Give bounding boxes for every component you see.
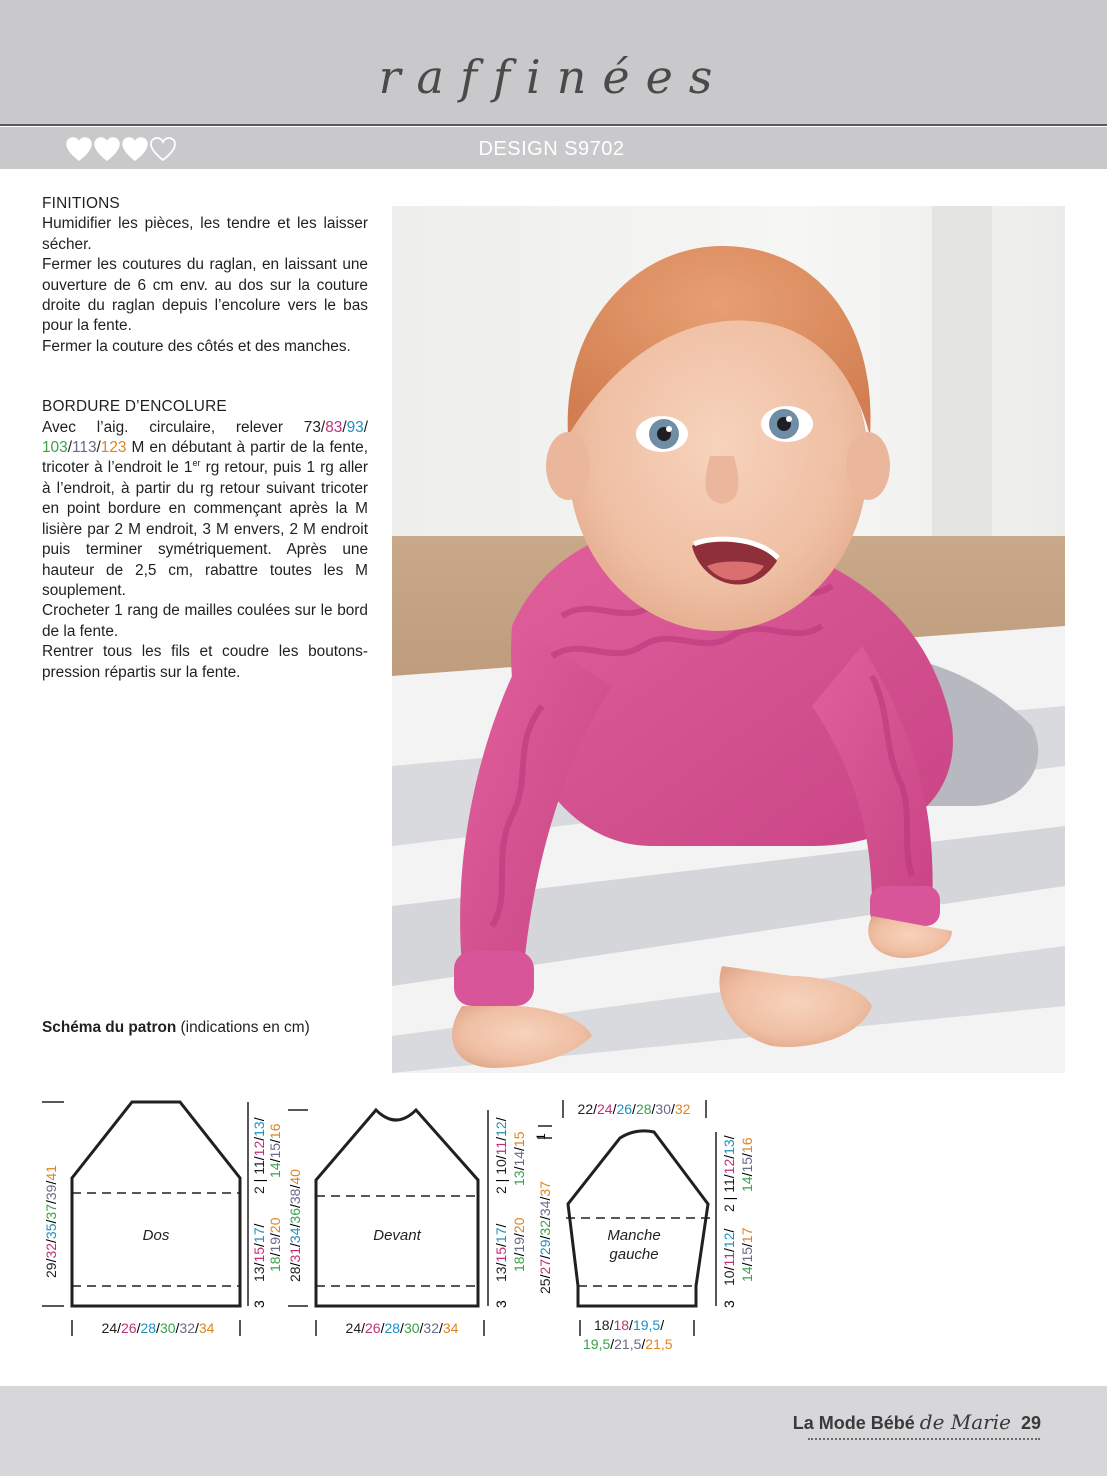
dos-body: 13/15/17/ <box>251 1223 267 1282</box>
bordure-paragraph: Avec l’aig. circulaire, relever 73/83/93/ 103/113/123 M en débutant à partir de la fente, tricoter à l’endroit le 1er rg retour, puis 1 rg aller à l’endroit, à partir du rg retour suivant tricoter en point bordure en commençant après la M lisière par 2 M endroit, 3 M envers, 2 M endroit puis terminer symétriquement. Après une hauteur de 2,5 cm, rabattre toutes les M souplement. <box>42 418 368 599</box>
magazine-section-title: raffinées <box>378 50 729 104</box>
dos-height: 29/32/35/37/39/41 <box>43 1165 59 1278</box>
finitions-paragraph: Fermer la couture des côtés et des manches. <box>42 337 351 355</box>
devant-piece <box>287 1110 527 1336</box>
manche-top-step: 1 <box>534 1133 548 1140</box>
finitions-paragraph: Fermer les coutures du raglan, en laissant une ouverture de 6 cm env. au dos sur la couture droite du raglan depuis l’encolure vers le bas pour la fente. <box>42 256 368 335</box>
bordure-title: BORDURE D’ENCOLURE <box>42 398 227 416</box>
manche-raglan-2: 14/15/16 <box>739 1137 755 1192</box>
dos-rib: 3 <box>251 1300 267 1308</box>
devant-body: 13/15/17/ <box>493 1223 509 1282</box>
page-number: 29 <box>1020 1413 1041 1433</box>
devant-rib: 3 <box>493 1300 509 1308</box>
devant-raglan-2: 13/14/15 <box>511 1131 527 1186</box>
footer-divider <box>808 1438 1040 1440</box>
photo-illustration <box>392 206 1065 1073</box>
manche-label: Manche <box>607 1227 661 1244</box>
manche-top-width: 22/24/26/28/30/32 <box>577 1101 691 1117</box>
dos-body-2: 18/19/20 <box>267 1217 283 1272</box>
devant-label: Devant <box>373 1227 421 1244</box>
finitions-title: FINITIONS <box>42 195 120 212</box>
dos-piece <box>42 1102 283 1336</box>
bordure-paragraph: Crocheter 1 rang de mailles coulées sur le bord de la fente. <box>42 602 368 640</box>
bordure-paragraph: Rentrer tous les fils et coudre les boutons-pression répartis sur la fente. <box>42 643 368 681</box>
manche-height: 25/27/29/32/34/37 <box>537 1181 553 1294</box>
dos-raglan-2: 14/15/16 <box>267 1123 283 1178</box>
dos-label: Dos <box>142 1227 170 1244</box>
baby-sweater-photo <box>392 206 1065 1073</box>
dos-raglan: 2 | 11/12/13/ <box>251 1117 267 1194</box>
manche-raglan: 2 | 11/12/13/ <box>721 1135 737 1212</box>
manche-width-2: 19,5/21,5/21,5 <box>583 1336 673 1352</box>
manche-body: 10/11/12/ <box>721 1228 737 1286</box>
design-code: DESIGN S9702 <box>478 138 625 160</box>
manche-label-2: gauche <box>609 1246 659 1263</box>
dos-width: 24/26/28/30/32/34 <box>101 1320 215 1336</box>
instructions-column <box>42 194 368 683</box>
finitions-paragraph: Humidifier les pièces, les tendre et les laisser sécher. <box>42 215 368 253</box>
devant-width: 24/26/28/30/32/34 <box>345 1320 459 1336</box>
header-divider <box>0 124 1107 126</box>
schema-caption: Schéma du patron (indications en cm) <box>42 1019 310 1036</box>
manche-width: 18/18/19,5/ <box>594 1317 665 1333</box>
manche-rib: 3 <box>721 1300 737 1308</box>
pattern-diagram <box>0 1085 1107 1365</box>
manche-piece <box>534 1100 755 1352</box>
footer-brand: La Mode Bébé de Marie 29 <box>792 1410 1041 1434</box>
devant-height: 28/31/34/36/38/40 <box>287 1169 303 1282</box>
devant-raglan: 2 | 10/11/12/ <box>493 1117 509 1194</box>
devant-body-2: 18/19/20 <box>511 1217 527 1272</box>
manche-body-2: 14/15/17 <box>739 1227 755 1282</box>
